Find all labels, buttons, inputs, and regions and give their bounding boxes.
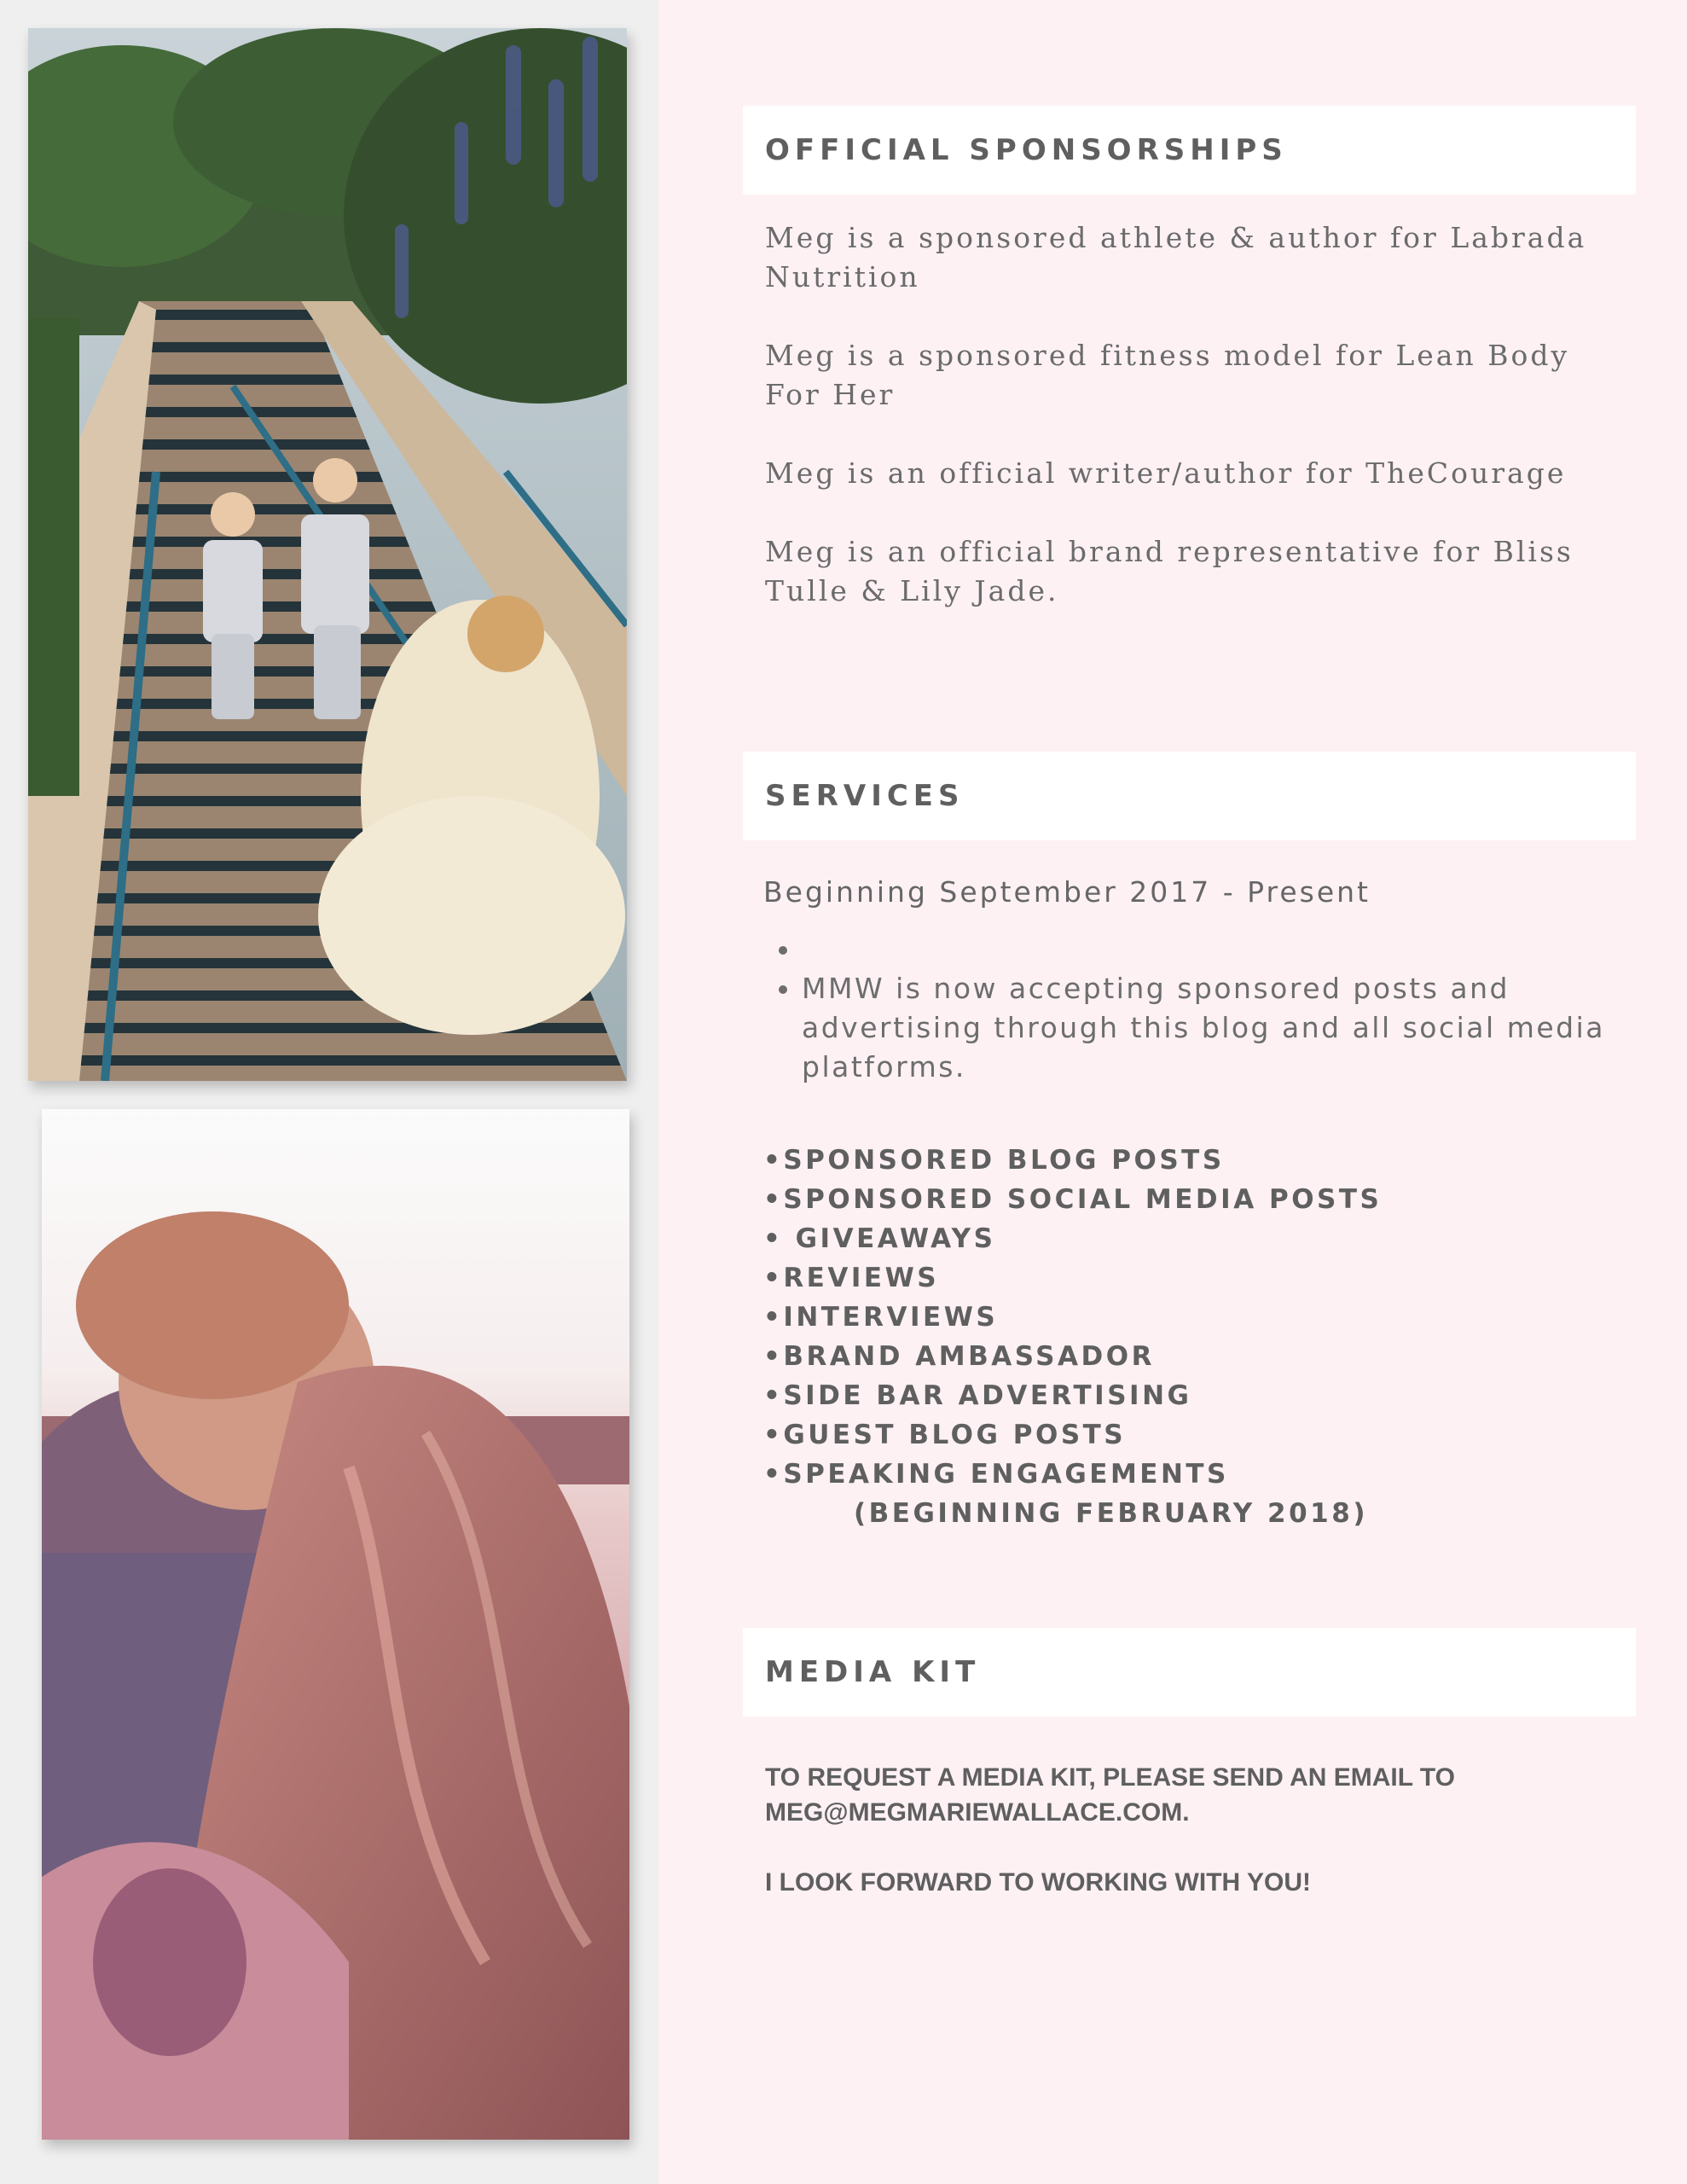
service-item: •SPEAKING ENGAGEMENTS <box>763 1459 1229 1490</box>
media-kit-closing: I LOOK FORWARD TO WORKING WITH YOU! <box>765 1868 1311 1896</box>
media-kit-header <box>743 1628 1636 1716</box>
media-kit-body <box>765 1760 1626 1935</box>
services-date-range: Beginning September 2017 - Present <box>763 875 1371 909</box>
services-heading: SERVICES <box>765 779 965 813</box>
mother-hugging-son-sunset-photo <box>42 1109 629 2140</box>
sponsorship-item: Meg is an official brand representative for Bliss Tulle & Lily Jade. <box>765 535 1574 607</box>
kids-running-down-garden-stairs-photo <box>28 28 627 1081</box>
sponsorships-list <box>765 218 1618 650</box>
service-item: •INTERVIEWS <box>763 1302 999 1333</box>
service-item: •BRAND AMBASSADOR <box>763 1341 1155 1372</box>
sponsorship-item: Meg is a sponsored fitness model for Lean Body For Her <box>765 339 1570 411</box>
service-item: •SPONSORED BLOG POSTS <box>763 1145 1225 1176</box>
sponsorship-item: Meg is a sponsored athlete & author for Labrada Nutrition <box>765 221 1587 293</box>
sponsorship-item: Meg is an official writer/author for TheCourage <box>765 456 1567 490</box>
sponsorships-heading: OFFICIAL SPONSORSHIPS <box>765 133 1288 167</box>
list-item: • MMW is now accepting sponsored posts and advertising through this blog and all social media platforms. <box>802 969 1655 1087</box>
service-item: •REVIEWS <box>763 1263 940 1293</box>
service-item: •SIDE BAR ADVERTISING <box>763 1380 1192 1411</box>
service-item: •SPONSORED SOCIAL MEDIA POSTS <box>763 1184 1383 1215</box>
services-header <box>743 752 1636 840</box>
service-offerings-list <box>763 1141 1633 1533</box>
service-item: •GUEST BLOG POSTS <box>763 1420 1127 1450</box>
service-item: • GIVEAWAYS <box>763 1223 996 1254</box>
media-kit-heading: MEDIA KIT <box>765 1655 981 1689</box>
sponsorships-header <box>743 106 1636 195</box>
media-kit-request: TO REQUEST A MEDIA KIT, PLEASE SEND AN EMAIL TO MEG@MEGMARIEWALLACE.COM. <box>765 1763 1455 1827</box>
list-item <box>802 930 1655 969</box>
services-bullet-list <box>763 930 1655 1087</box>
service-item-note: (BEGINNING FEBRUARY 2018) <box>854 1498 1368 1529</box>
